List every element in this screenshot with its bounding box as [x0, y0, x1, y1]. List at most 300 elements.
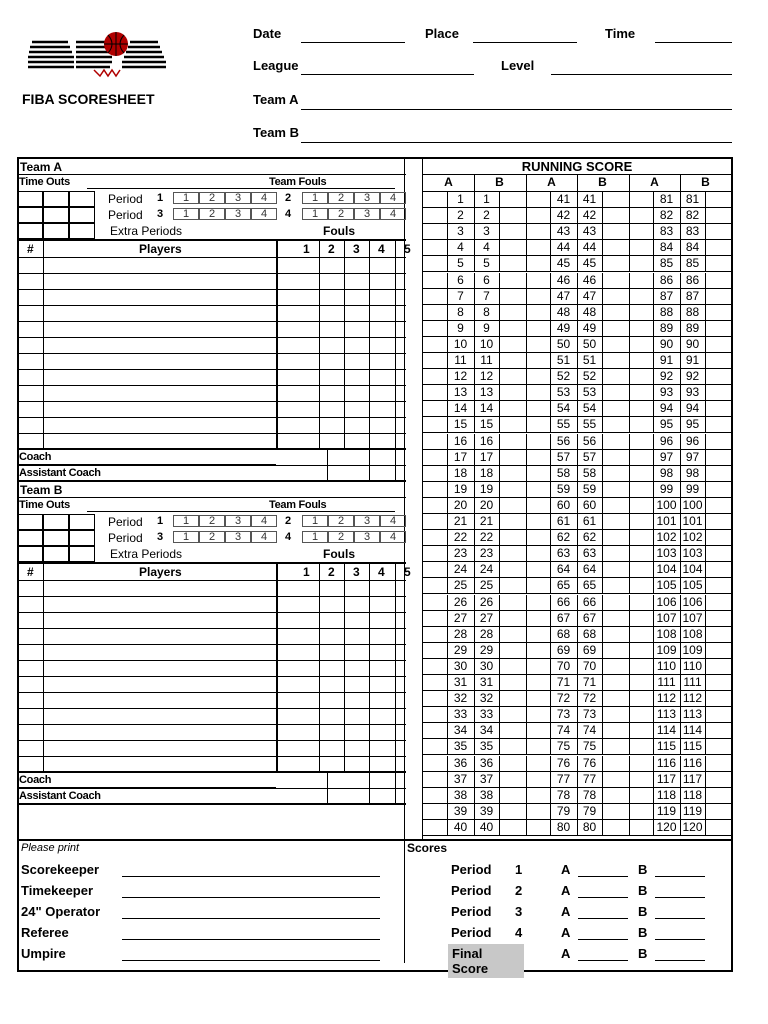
score-b-cell[interactable]: 86 [685, 272, 700, 287]
score-b-cell[interactable]: 39 [479, 803, 494, 818]
score-a-cell[interactable]: 9 [457, 320, 464, 335]
score-b-cell[interactable]: 54 [582, 401, 597, 416]
score-b-cell[interactable]: 22 [479, 530, 494, 545]
score-b-cell[interactable]: 37 [479, 771, 494, 786]
assistant-coach-row[interactable] [17, 466, 406, 482]
score-b-cell[interactable]: 75 [582, 739, 597, 754]
team-foul-box[interactable]: 2 [328, 531, 354, 543]
score-a-cell[interactable]: 82 [659, 208, 674, 223]
score-b-field[interactable] [655, 876, 705, 877]
score-b-cell[interactable]: 17 [479, 449, 494, 464]
score-a-cell[interactable]: 42 [556, 208, 571, 223]
score-a-cell[interactable]: 55 [556, 417, 571, 432]
score-b-cell[interactable]: 25 [479, 578, 494, 593]
score-a-cell[interactable]: 63 [556, 546, 571, 561]
score-b-cell[interactable]: 11 [480, 353, 493, 367]
score-a-cell[interactable]: 4 [457, 240, 464, 255]
score-a-cell[interactable]: 90 [659, 336, 674, 351]
score-a-field[interactable] [578, 876, 628, 877]
score-b-cell[interactable]: 29 [479, 642, 494, 657]
score-b-cell[interactable]: 36 [479, 755, 494, 770]
score-a-cell[interactable]: 112 [656, 691, 677, 706]
score-b-cell[interactable]: 116 [682, 755, 703, 770]
score-a-field[interactable] [578, 897, 628, 898]
score-b-cell[interactable]: 88 [685, 304, 700, 319]
score-b-cell[interactable]: 112 [682, 691, 703, 706]
team-foul-box[interactable]: 3 [354, 192, 380, 204]
score-b-cell[interactable]: 44 [582, 240, 597, 255]
time-out-box[interactable] [43, 530, 69, 546]
team-foul-box[interactable]: 1 [173, 515, 199, 527]
score-a-cell[interactable]: 37 [453, 771, 468, 786]
score-a-cell[interactable]: 15 [453, 417, 468, 432]
score-a-cell[interactable]: 20 [453, 497, 468, 512]
score-b-cell[interactable]: 43 [582, 224, 597, 239]
score-b-cell[interactable]: 115 [682, 739, 703, 754]
team-foul-box[interactable]: 2 [328, 515, 354, 527]
score-b-cell[interactable]: 31 [479, 675, 494, 689]
time-out-box[interactable] [17, 530, 43, 546]
time-out-box[interactable] [17, 546, 43, 562]
score-b-cell[interactable]: 83 [685, 224, 700, 239]
score-b-cell[interactable]: 53 [582, 385, 597, 400]
score-b-field[interactable] [655, 960, 705, 961]
score-a-cell[interactable]: 101 [656, 514, 677, 528]
score-b-cell[interactable]: 78 [582, 787, 597, 802]
team-foul-box[interactable]: 1 [302, 192, 328, 204]
team-foul-box[interactable]: 3 [225, 515, 251, 527]
score-b-cell[interactable]: 100 [682, 497, 703, 512]
score-a-cell[interactable]: 85 [659, 256, 674, 271]
score-b-cell[interactable]: 16 [479, 433, 494, 448]
date-field[interactable] [301, 42, 405, 43]
time-out-box[interactable] [43, 546, 69, 562]
score-a-cell[interactable]: 93 [659, 385, 674, 400]
score-a-cell[interactable]: 21 [453, 514, 468, 528]
official-signature-line[interactable] [122, 939, 380, 940]
time-out-box[interactable] [69, 530, 95, 546]
score-a-cell[interactable]: 83 [659, 224, 674, 239]
score-b-cell[interactable]: 80 [582, 819, 597, 834]
score-b-cell[interactable]: 118 [682, 787, 703, 802]
score-b-cell[interactable]: 42 [582, 208, 597, 223]
score-a-cell[interactable]: 52 [556, 369, 571, 384]
score-b-cell[interactable]: 98 [685, 465, 700, 480]
score-b-cell[interactable]: 113 [682, 707, 703, 722]
score-a-cell[interactable]: 114 [656, 723, 677, 738]
score-a-cell[interactable]: 70 [556, 658, 571, 673]
score-b-cell[interactable]: 28 [479, 626, 494, 641]
score-a-cell[interactable]: 72 [556, 691, 571, 706]
score-b-cell[interactable]: 26 [479, 594, 494, 609]
player-row[interactable] [17, 274, 406, 290]
score-b-cell[interactable]: 23 [479, 546, 494, 561]
score-a-cell[interactable]: 48 [556, 304, 571, 319]
team-foul-box[interactable]: 2 [199, 515, 225, 527]
team-foul-box[interactable]: 1 [173, 531, 199, 543]
score-b-cell[interactable]: 2 [483, 208, 490, 223]
score-b-cell[interactable]: 77 [582, 771, 597, 786]
score-b-cell[interactable]: 101 [682, 514, 703, 528]
score-b-cell[interactable]: 61 [582, 514, 597, 528]
score-a-cell[interactable]: 44 [556, 240, 571, 255]
score-a-cell[interactable]: 19 [453, 481, 468, 496]
score-a-cell[interactable]: 86 [659, 272, 674, 287]
score-b-cell[interactable]: 12 [479, 369, 494, 384]
score-b-cell[interactable]: 59 [582, 481, 597, 496]
score-a-cell[interactable]: 102 [656, 530, 677, 545]
player-row[interactable] [17, 709, 406, 725]
score-b-cell[interactable]: 14 [479, 401, 494, 416]
time-out-box[interactable] [17, 223, 43, 239]
score-b-cell[interactable]: 93 [685, 385, 700, 400]
team-foul-box[interactable]: 4 [380, 515, 406, 527]
time-out-box[interactable] [69, 223, 95, 239]
player-row[interactable] [17, 581, 406, 597]
score-a-cell[interactable]: 68 [556, 626, 571, 641]
score-b-cell[interactable]: 35 [479, 739, 494, 754]
score-b-cell[interactable]: 21 [479, 514, 494, 528]
score-b-cell[interactable]: 15 [479, 417, 494, 432]
score-a-cell[interactable]: 12 [453, 369, 468, 384]
score-b-cell[interactable]: 89 [685, 320, 700, 335]
score-b-cell[interactable]: 119 [682, 803, 703, 818]
score-a-cell[interactable]: 99 [659, 481, 674, 496]
score-b-cell[interactable]: 58 [582, 465, 597, 480]
player-row[interactable] [17, 693, 406, 709]
score-a-cell[interactable]: 67 [556, 610, 571, 625]
player-row[interactable] [17, 354, 406, 370]
team-foul-box[interactable]: 3 [225, 192, 251, 204]
time-out-box[interactable] [43, 223, 69, 239]
score-a-cell[interactable]: 66 [556, 594, 571, 609]
score-a-cell[interactable]: 14 [453, 401, 468, 416]
score-a-cell[interactable]: 62 [556, 530, 571, 545]
time-out-box[interactable] [17, 514, 43, 530]
score-b-cell[interactable]: 7 [483, 288, 490, 303]
score-b-cell[interactable]: 74 [582, 723, 597, 738]
score-a-cell[interactable]: 76 [556, 755, 571, 770]
score-b-cell[interactable]: 67 [582, 610, 597, 625]
score-a-cell[interactable]: 36 [453, 755, 468, 770]
score-b-cell[interactable]: 73 [582, 707, 597, 722]
score-b-cell[interactable]: 56 [582, 433, 597, 448]
team-foul-box[interactable]: 3 [354, 208, 380, 220]
score-b-cell[interactable]: 27 [479, 610, 494, 625]
score-a-cell[interactable]: 29 [453, 642, 468, 657]
official-signature-line[interactable] [122, 897, 380, 898]
score-a-cell[interactable]: 75 [556, 739, 571, 754]
time-out-box[interactable] [69, 514, 95, 530]
score-b-cell[interactable]: 55 [582, 417, 597, 432]
score-a-cell[interactable]: 22 [453, 530, 468, 545]
score-b-cell[interactable]: 65 [582, 578, 597, 593]
time-out-box[interactable] [17, 191, 43, 207]
score-a-cell[interactable]: 28 [453, 626, 468, 641]
score-a-cell[interactable]: 95 [659, 417, 674, 432]
score-b-cell[interactable]: 49 [582, 320, 597, 335]
score-a-cell[interactable]: 31 [453, 675, 468, 689]
score-a-cell[interactable]: 3 [457, 224, 464, 239]
score-b-cell[interactable]: 3 [483, 224, 490, 239]
score-a-cell[interactable]: 50 [556, 336, 571, 351]
score-b-cell[interactable]: 66 [582, 594, 597, 609]
player-row[interactable] [17, 322, 406, 338]
score-a-cell[interactable]: 23 [453, 546, 468, 561]
time-out-box[interactable] [69, 546, 95, 562]
score-a-cell[interactable]: 2 [457, 208, 464, 223]
score-b-cell[interactable]: 110 [682, 658, 703, 673]
score-a-cell[interactable]: 10 [453, 336, 468, 351]
score-a-cell[interactable]: 113 [656, 707, 677, 722]
score-a-cell[interactable]: 65 [556, 578, 571, 593]
score-b-cell[interactable]: 62 [582, 530, 597, 545]
score-b-cell[interactable]: 34 [479, 723, 494, 738]
level-field[interactable] [551, 74, 732, 75]
score-a-cell[interactable]: 69 [556, 642, 571, 657]
score-a-cell[interactable]: 111 [657, 675, 676, 689]
team-foul-box[interactable]: 3 [354, 515, 380, 527]
player-row[interactable] [17, 741, 406, 757]
score-a-cell[interactable]: 71 [556, 675, 571, 689]
score-b-cell[interactable]: 95 [685, 417, 700, 432]
score-a-cell[interactable]: 27 [453, 610, 468, 625]
team-foul-box[interactable]: 2 [199, 208, 225, 220]
score-a-cell[interactable]: 94 [659, 401, 674, 416]
score-b-cell[interactable]: 92 [685, 369, 700, 384]
score-a-cell[interactable]: 77 [556, 771, 571, 786]
score-a-cell[interactable]: 13 [453, 385, 468, 400]
official-signature-line[interactable] [122, 918, 380, 919]
team-foul-box[interactable]: 4 [380, 192, 406, 204]
score-b-cell[interactable]: 20 [479, 497, 494, 512]
assistant-coach-row[interactable] [17, 789, 406, 805]
score-a-cell[interactable]: 51 [556, 353, 571, 367]
score-b-cell[interactable]: 103 [682, 546, 703, 561]
score-a-cell[interactable]: 56 [556, 433, 571, 448]
score-a-cell[interactable]: 103 [656, 546, 677, 561]
score-b-cell[interactable]: 18 [479, 465, 494, 480]
team-foul-box[interactable]: 3 [225, 208, 251, 220]
player-row[interactable] [17, 402, 406, 418]
score-a-cell[interactable]: 108 [656, 626, 677, 641]
score-a-cell[interactable]: 49 [556, 320, 571, 335]
score-b-cell[interactable]: 10 [479, 336, 494, 351]
score-b-cell[interactable]: 82 [685, 208, 700, 223]
score-a-cell[interactable]: 17 [453, 449, 468, 464]
score-a-cell[interactable]: 118 [656, 787, 677, 802]
score-a-cell[interactable]: 74 [556, 723, 571, 738]
score-b-cell[interactable]: 63 [582, 546, 597, 561]
score-a-cell[interactable]: 39 [453, 803, 468, 818]
player-row[interactable] [17, 677, 406, 693]
team-foul-box[interactable]: 2 [328, 192, 354, 204]
score-a-cell[interactable]: 34 [453, 723, 468, 738]
score-b-cell[interactable]: 120 [682, 819, 703, 834]
score-b-cell[interactable]: 30 [479, 658, 494, 673]
score-a-cell[interactable]: 98 [659, 465, 674, 480]
score-a-cell[interactable]: 92 [659, 369, 674, 384]
team-foul-box[interactable]: 1 [173, 192, 199, 204]
score-b-cell[interactable]: 106 [682, 594, 703, 609]
score-b-cell[interactable]: 107 [682, 610, 703, 625]
score-a-cell[interactable]: 18 [453, 465, 468, 480]
score-a-cell[interactable]: 57 [556, 449, 571, 464]
coach-row[interactable] [17, 450, 406, 466]
score-a-cell[interactable]: 1 [457, 192, 464, 206]
score-a-cell[interactable]: 47 [556, 288, 571, 303]
score-b-cell[interactable]: 76 [582, 755, 597, 770]
score-a-cell[interactable]: 115 [656, 739, 677, 754]
time-out-box[interactable] [69, 207, 95, 223]
score-a-cell[interactable]: 87 [659, 288, 674, 303]
league-field[interactable] [301, 74, 474, 75]
score-b-cell[interactable]: 102 [682, 530, 703, 545]
team-foul-box[interactable]: 4 [380, 208, 406, 220]
score-a-cell[interactable]: 8 [457, 304, 464, 319]
time-out-box[interactable] [43, 514, 69, 530]
player-row[interactable] [17, 258, 406, 274]
player-row[interactable] [17, 338, 406, 354]
player-row[interactable] [17, 725, 406, 741]
score-a-cell[interactable]: 54 [556, 401, 571, 416]
team-foul-box[interactable]: 1 [302, 531, 328, 543]
score-b-cell[interactable]: 1 [483, 192, 490, 206]
score-a-cell[interactable]: 45 [556, 256, 571, 271]
score-a-cell[interactable]: 91 [659, 353, 674, 367]
score-b-field[interactable] [655, 939, 705, 940]
score-a-cell[interactable]: 32 [453, 691, 468, 706]
score-a-cell[interactable]: 80 [556, 819, 571, 834]
score-a-cell[interactable]: 6 [457, 272, 464, 287]
player-row[interactable] [17, 597, 406, 613]
score-b-cell[interactable]: 79 [582, 803, 597, 818]
team-foul-box[interactable]: 3 [225, 531, 251, 543]
score-a-cell[interactable]: 100 [656, 497, 677, 512]
score-a-cell[interactable]: 97 [659, 449, 674, 464]
score-b-cell[interactable]: 4 [483, 240, 490, 255]
time-out-box[interactable] [69, 191, 95, 207]
score-b-cell[interactable]: 96 [685, 433, 700, 448]
team-foul-box[interactable]: 4 [251, 515, 277, 527]
score-a-cell[interactable]: 35 [453, 739, 468, 754]
score-a-cell[interactable]: 84 [659, 240, 674, 255]
score-b-cell[interactable]: 47 [582, 288, 597, 303]
player-row[interactable] [17, 645, 406, 661]
player-row[interactable] [17, 434, 406, 450]
time-out-box[interactable] [17, 207, 43, 223]
score-b-cell[interactable]: 24 [479, 562, 494, 577]
score-a-cell[interactable]: 26 [453, 594, 468, 609]
score-b-cell[interactable]: 64 [582, 562, 597, 577]
score-b-cell[interactable]: 8 [483, 304, 490, 319]
score-b-cell[interactable]: 32 [479, 691, 494, 706]
score-b-field[interactable] [655, 897, 705, 898]
player-row[interactable] [17, 306, 406, 322]
score-b-cell[interactable]: 99 [685, 481, 700, 496]
player-row[interactable] [17, 613, 406, 629]
team-foul-box[interactable]: 2 [328, 208, 354, 220]
score-b-cell[interactable]: 68 [582, 626, 597, 641]
score-b-cell[interactable]: 109 [682, 642, 703, 657]
score-b-cell[interactable]: 40 [479, 819, 494, 834]
score-a-cell[interactable]: 25 [453, 578, 468, 593]
score-a-cell[interactable]: 110 [656, 658, 677, 673]
team-foul-box[interactable]: 4 [251, 192, 277, 204]
team-foul-box[interactable]: 4 [251, 208, 277, 220]
player-row[interactable] [17, 290, 406, 306]
team-foul-box[interactable]: 2 [199, 531, 225, 543]
score-b-cell[interactable]: 114 [682, 723, 703, 738]
team-foul-box[interactable]: 1 [173, 208, 199, 220]
official-signature-line[interactable] [122, 876, 380, 877]
score-a-field[interactable] [578, 939, 628, 940]
score-b-cell[interactable]: 5 [483, 256, 490, 271]
score-b-cell[interactable]: 108 [682, 626, 703, 641]
score-b-cell[interactable]: 51 [582, 353, 597, 367]
score-b-cell[interactable]: 97 [685, 449, 700, 464]
score-b-cell[interactable]: 19 [479, 481, 494, 496]
score-a-cell[interactable]: 43 [556, 224, 571, 239]
score-a-cell[interactable]: 64 [556, 562, 571, 577]
score-b-cell[interactable]: 6 [483, 272, 490, 287]
player-row[interactable] [17, 418, 406, 434]
score-a-cell[interactable]: 120 [656, 819, 677, 834]
score-a-cell[interactable]: 81 [659, 192, 674, 206]
score-a-cell[interactable]: 59 [556, 481, 571, 496]
score-a-cell[interactable]: 78 [556, 787, 571, 802]
score-b-cell[interactable]: 71 [582, 675, 597, 689]
time-out-box[interactable] [43, 191, 69, 207]
score-b-cell[interactable]: 52 [582, 369, 597, 384]
team-foul-box[interactable]: 1 [302, 208, 328, 220]
score-a-cell[interactable]: 109 [656, 642, 677, 657]
score-b-cell[interactable]: 9 [483, 320, 490, 335]
time-field[interactable] [655, 42, 732, 43]
score-a-cell[interactable]: 89 [659, 320, 674, 335]
score-b-field[interactable] [655, 918, 705, 919]
score-b-cell[interactable]: 111 [683, 675, 702, 689]
team-a-field[interactable] [301, 109, 732, 110]
coach-row[interactable] [17, 773, 406, 789]
player-row[interactable] [17, 661, 406, 677]
score-b-cell[interactable]: 91 [685, 353, 700, 367]
score-a-cell[interactable]: 40 [453, 819, 468, 834]
score-a-cell[interactable]: 106 [656, 594, 677, 609]
team-foul-box[interactable]: 3 [354, 531, 380, 543]
score-a-cell[interactable]: 116 [656, 755, 677, 770]
player-row[interactable] [17, 370, 406, 386]
team-foul-box[interactable]: 1 [302, 515, 328, 527]
player-row[interactable] [17, 386, 406, 402]
place-field[interactable] [473, 42, 577, 43]
score-b-cell[interactable]: 41 [582, 192, 597, 206]
score-b-cell[interactable]: 13 [479, 385, 494, 400]
player-row[interactable] [17, 629, 406, 645]
score-a-cell[interactable]: 5 [457, 256, 464, 271]
score-a-cell[interactable]: 104 [656, 562, 677, 577]
score-a-cell[interactable]: 88 [659, 304, 674, 319]
score-b-cell[interactable]: 72 [582, 691, 597, 706]
score-a-cell[interactable]: 117 [656, 771, 677, 786]
team-foul-box[interactable]: 4 [251, 531, 277, 543]
time-out-box[interactable] [43, 207, 69, 223]
score-a-cell[interactable]: 7 [457, 288, 464, 303]
score-a-cell[interactable]: 107 [656, 610, 677, 625]
score-a-cell[interactable]: 53 [556, 385, 571, 400]
score-a-cell[interactable]: 38 [453, 787, 468, 802]
score-b-cell[interactable]: 84 [685, 240, 700, 255]
